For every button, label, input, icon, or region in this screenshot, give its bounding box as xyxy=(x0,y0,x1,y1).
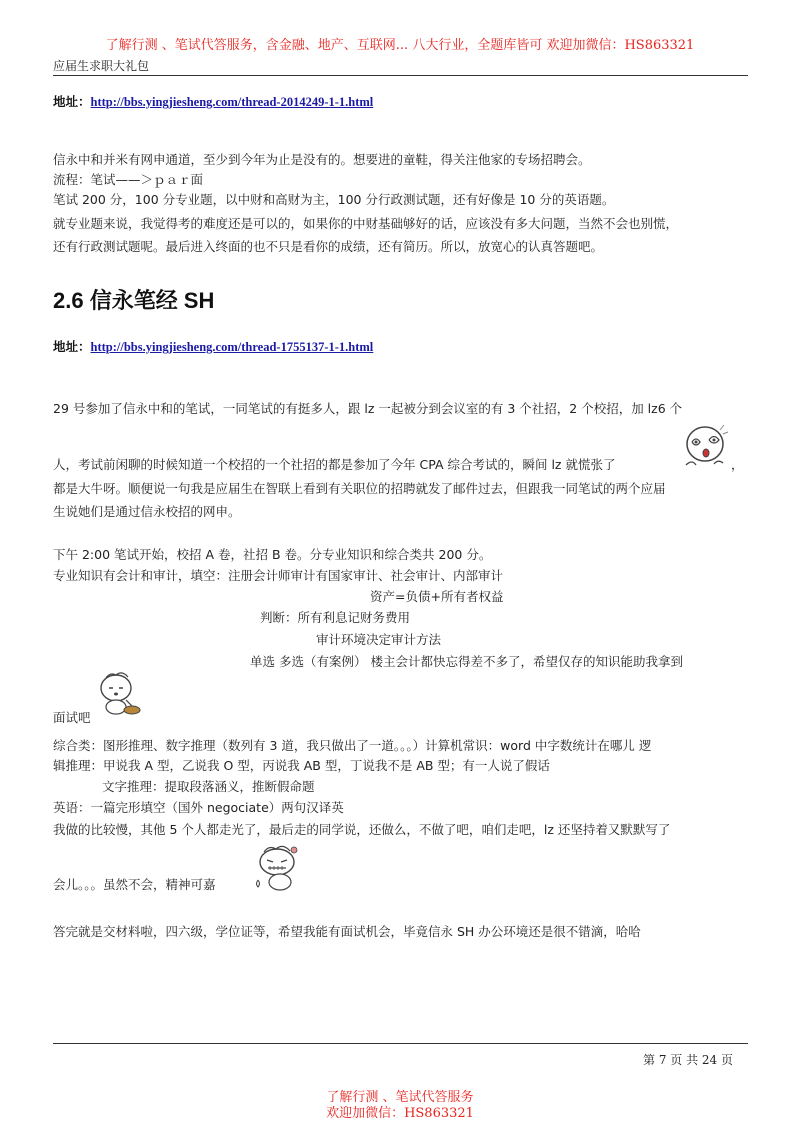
address-label: 地址： xyxy=(53,339,91,354)
paragraph-line: 辑推理：甲说我 A 型，乙说我 O 型，丙说我 AB 型，丁说我不是 AB 型；有一人说了假话 xyxy=(53,758,550,773)
paragraph-line: 文字推理：提取段落涵义，推断假命题 xyxy=(102,779,315,794)
paragraph-line: 综合类：图形推理、数字推理（数列有 3 道，我只做出了一道。。。）计算机常识：word 中字数统计在哪儿 逻 xyxy=(53,738,652,753)
paragraph-line: 29 号参加了信永中和的笔试，一同笔试的有挺多人，跟 lz 一起被分到会议室的有 3 个社招，2 个校招，加 lz6 个 xyxy=(53,401,683,416)
paragraph-line: 都是大牛呀。顺便说一句我是应届生在智联上看到有关职位的招聘就发了邮件过去，但跟我一同笔试的两个应届 xyxy=(53,481,666,496)
footer-promo-line-1: 了解行测 、笔试代答服务 xyxy=(326,1090,474,1105)
header-doc-title: 应届生求职大礼包 xyxy=(53,59,150,73)
page-number: 第 7 页 共 24 页 xyxy=(643,1053,733,1067)
paragraph-line: 审计环境决定审计方法 xyxy=(316,632,442,647)
paragraph-line: 人，考试前闲聊的时候知道一个校招的一个社招的都是参加了今年 CPA 综合考试的，瞬间 lz 就慌张了 xyxy=(53,457,616,472)
paragraph-line: 面试吧 xyxy=(53,710,91,725)
address-label: 地址： xyxy=(53,94,91,109)
paragraph-line: 判断：所有利息记财务费用 xyxy=(260,610,411,625)
paragraph-line: 信永中和并米有网申通道，至少到今年为止是没有的。想要进的童鞋，得关注他家的专场招聘会。 xyxy=(53,152,591,167)
paragraph-line: 就专业题来说，我觉得考的难度还是可以的，如果你的中财基础够好的话，应该没有多大问题，当然不会也别慌， xyxy=(53,216,679,231)
paragraph-line: 笔试 200 分，100 分专业题，以中财和高财为主，100 分行政测试题，还有好像是 10 分的英语题。 xyxy=(53,192,615,207)
header-promo-banner: 了解行测 、笔试代答服务，含金融、地产、互联网... 八大行业，全题库皆可 欢迎加微信：HS863321 xyxy=(105,38,695,53)
header-rule xyxy=(53,75,748,76)
paragraph-line: 我做的比较慢，其他 5 个人都走光了，最后走的同学说，还做么，不做了吧，咱们走吧，lz 还坚持着又默默写了 xyxy=(53,822,671,837)
paragraph-line: 英语：一篇完形填空（国外 negociate）两句汉译英 xyxy=(53,800,344,815)
address-line-2 xyxy=(53,337,373,355)
paragraph-punct: ， xyxy=(731,457,744,472)
address-line-1 xyxy=(53,92,373,110)
footer-rule xyxy=(53,1043,748,1044)
address-link-2[interactable]: http://bbs.yingjiesheng.com/thread-1755137-1-1.html xyxy=(90,340,374,354)
paragraph-line: 还有行政测试题呢。最后进入终面的也不只是看你的成绩，还有简历。所以，放宽心的认真答题吧。 xyxy=(53,239,604,254)
paragraph-line: 流程：笔试——＞ｐａｒ面 xyxy=(53,172,204,187)
sweating-bun-emoticon xyxy=(250,842,304,894)
paragraph-line: 专业知识有会计和审计，填空：注册会计师审计有国家审计、社会审计、内部审计 xyxy=(53,568,504,583)
footer-promo-line-2: 欢迎加微信：HS863321 xyxy=(326,1106,474,1121)
paragraph-line: 答完就是交材料啦，四六级，学位证等，希望我能有面试机会，毕竟信永 SH 办公环境还是很不错滴，哈哈 xyxy=(53,924,641,939)
paragraph-line: 生说她们是通过信永校招的网申。 xyxy=(53,504,241,519)
paragraph-line: 单选 多选（有案例） 楼主会计都快忘得差不多了，希望仅存的知识能助我拿到 xyxy=(250,654,683,669)
paragraph-line: 会儿。。。虽然不会，精神可嘉 xyxy=(53,877,216,892)
paragraph-line: 资产=负债+所有者权益 xyxy=(370,589,504,604)
section-heading: 2.6 信永笔经 SH xyxy=(53,288,215,313)
eating-bun-emoticon xyxy=(94,670,144,718)
panicked-face-emoticon xyxy=(680,420,730,472)
address-link-1[interactable]: http://bbs.yingjiesheng.com/thread-2014249-1-1.html xyxy=(90,95,374,109)
paragraph-line: 下午 2:00 笔试开始，校招 A 卷，社招 B 卷。分专业知识和综合类共 200 分。 xyxy=(53,547,492,562)
